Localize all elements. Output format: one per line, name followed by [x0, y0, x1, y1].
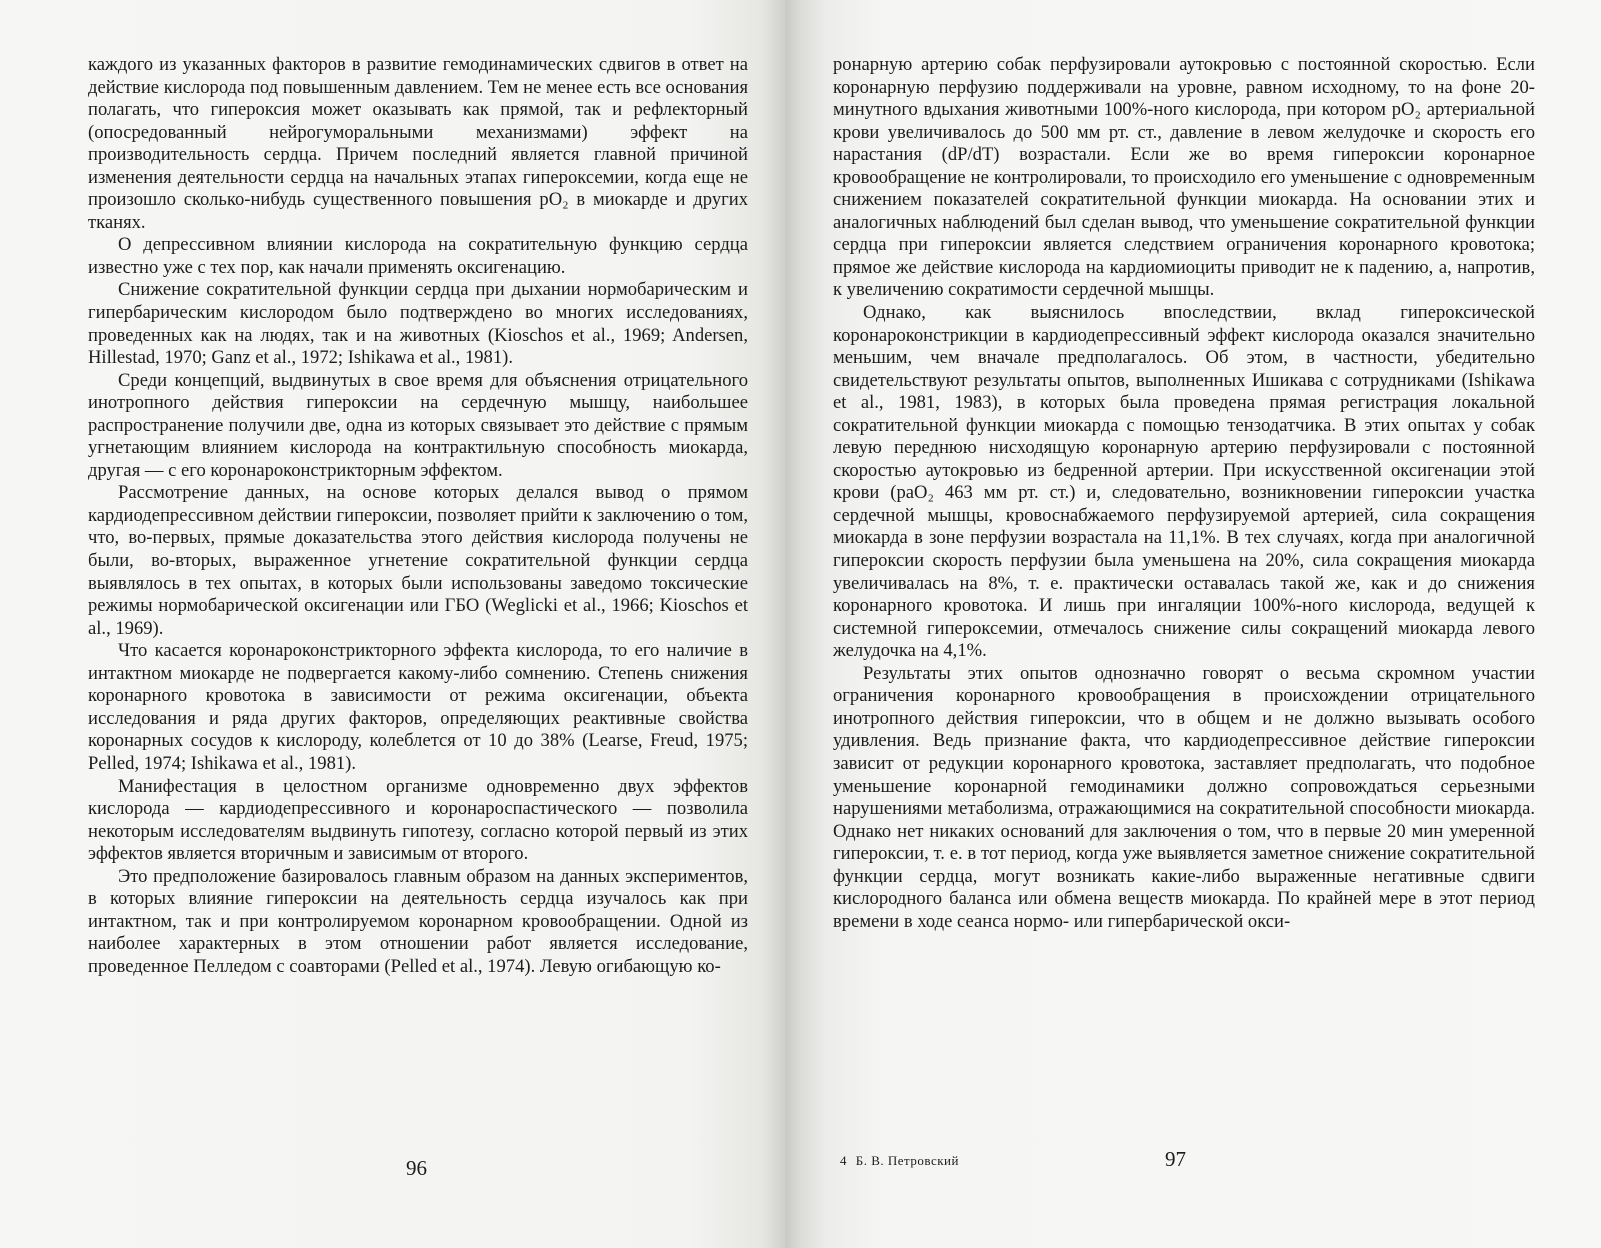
signature-mark [840, 1153, 959, 1169]
paragraph: Среди концепций, выдвинутых в свое время для объяснения отрицательного инотропного действия гипероксии на сердечную мышцу, наибольшее распространение получили две, одна из которых связывает это действие с прямым угнетающим влиянием кислорода на контрактильную способность миокарда, другая — с его коронароконстрикторным эффектом. [88, 369, 748, 481]
paragraph: Что касается коронароконстрикторного эффекта кислорода, то его наличие в интактном миокарде не подвергается какому-либо сомнению. Степень снижения коронарного кровотока в зависимости от режима оксигенации, объекта исследования и ряда других факторов, определяющих реактивные свойства коронарных сосудов к кислороду, колеблется от 10 до 38% (Learse, Freud, 1975; Pelled, 1974; Ishikawa et al., 1981). [88, 640, 748, 774]
paragraph: О депрессивном влиянии кислорода на сократительную функцию сердца известно уже с тех пор, как начали применять оксигенацию. [88, 234, 748, 278]
signature-name: Б. В. Петровский [855, 1153, 959, 1168]
page-number: 97 [1165, 1147, 1186, 1171]
paragraph: Рассмотрение данных, на основе которых делался вывод о прямом кардиодепрессивном действии гипероксии, позволяет прийти к заключению о том, что, во-первых, прямые доказательства этого действия кислорода получены не были, во-вторых, выраженное угнетение сократительной функции сердца выявлялось в тех опытах, в которых были использованы заведомо токсические режимы нормобарической оксигенации или ГБО (Weglicki et al., 1966; Kioschos et al., 1969). [88, 482, 748, 639]
paragraph: каждого из указанных факторов в развитие гемодинамических сдвигов в ответ на действие кислорода под повышенным давлением. Тем не менее есть все основания полагать, что гипероксия может оказывать как прямой, так и рефлекторный (опосредованный нейрогуморальными механизмами) эффект на производительность сердца. Причем последний является главной причиной изменения деятельности сердца на начальных этапах гипероксемии, когда еще не произошло сколько-нибудь существенного повышения pO₂ в миокарде и других тканях. [88, 54, 748, 233]
paragraph: ронарную артерию собак перфузировали аутокровью с постоянной скоростью. Если коронарную перфузию поддерживали на уровне, равном исходному, то на фоне 20-минутного вдыхания животными 100%-ного кислорода, при котором pO₂ артериальной крови увеличивалось до 500 мм рт. ст., давление в левом желудочке и скорость его нарастания (dP/dT) возрастали. Если же во время гипероксии коронарное кровообращение не контролировали, то происходило его уменьшение с одновременным снижением показателей сократительной функции миокарда. На основании этих и аналогичных наблюдений был сделан вывод, что уменьшение сократительной функции сердца при гипероксии является следствием ограничения коронарного кровотока; прямое же действие кислорода на кардиомиоциты приводит не к падению, а, напротив, к увеличению сократимости сердечной мышцы. [833, 54, 1535, 301]
paragraph: Результаты этих опытов однозначно говорят о весьма скромном участии ограничения коронарного кровообращения в происхождении отрицательного инотропного действия гипероксии, что в общем и не должно вызывать особого удивления. Ведь признание факта, что кардиодепрессивное действие гипероксии зависит от редукции коронарного кровотока, заставляет предполагать, что подобное уменьшение коронарной гемодинамики должно сопровождаться серьезными нарушениями метаболизма, отражающимися на сократительной способности миокарда. Однако нет никаких оснований для заключения о том, что в первые 20 мин умеренной гипероксии, т. е. в тот период, когда уже выявляется заметное снижение сократительной функции сердца, могут возникать какие-либо выраженные негативные сдвиги кислородного баланса или обмена веществ миокарда. По крайней мере в этот период времени в ходе сеанса нормо- или гипербарической окси- [833, 662, 1535, 932]
right-page [785, 0, 1601, 1248]
right-page-text [833, 54, 1535, 933]
paragraph: Манифестация в целостном организме одновременно двух эффектов кислорода — кардиодепрессивного и коронароспастического — позволила некоторым исследователям выдвинуть гипотезу, согласно которой первый из этих эффектов является вторичным и зависимым от второго. [88, 775, 748, 865]
left-page-text [88, 54, 748, 978]
page-number: 96 [406, 1156, 427, 1180]
paragraph: Однако, как выяснилось впоследствии, вклад гипероксической коронароконстрикции в кардиодепрессивный эффект кислорода оказался значительно меньшим, чем вначале предполагалось. Об этом, в частности, убедительно свидетельствуют результаты опытов, выполненных Ишикава с сотрудниками (Ishikawa et al., 1981, 1983), в которых была проведена прямая регистрация локальной сократительной функции миокарда с помощью тензодатчика. В этих опытах у собак левую переднюю нисходящую коронарную артерию перфузировали с постоянной скоростью аутокровью из бедренной артерии. При искусственной оксигенации этой крови (paO₂ 463 мм рт. ст.) и, следовательно, возникновении гипероксии участка сердечной мышцы, кровоснабжаемого перфузируемой артерией, сила сокращения миокарда в зоне перфузии возрастала на 11,1%. В тех случаях, когда при аналогичной гипероксии скорость перфузии была уменьшена на 20%, сила сокращения миокарда увеличивалась на 8%, т. е. практически оставалась такой же, как и до снижения коронарного кровотока. И лишь при ингаляции 100%-ного кислорода, ведущей к системной гипероксемии, отмечалось снижение силы сокращений миокарда левого желудочка на 4,1%. [833, 302, 1535, 662]
paragraph: Снижение сократительной функции сердца при дыхании нормобарическим и гипербарическим кислородом было подтверждено во многих исследованиях, проведенных как на людях, так и на животных (Kioschos et al., 1969; Andersen, Hillestad, 1970; Ganz et al., 1972; Ishikawa et al., 1981). [88, 279, 748, 369]
paragraph: Это предположение базировалось главным образом на данных экспериментов, в которых влияние гипероксии на деятельность сердца изучалось как при интактном, так и при контролируемом коронарном кровообращении. Одной из наиболее характерных в этом отношении работ является исследование, проведенное Пелледом с соавторами (Pelled et al., 1974). Левую огибающую ко- [88, 865, 748, 977]
left-page [0, 0, 785, 1248]
signature-number: 4 [840, 1153, 847, 1168]
